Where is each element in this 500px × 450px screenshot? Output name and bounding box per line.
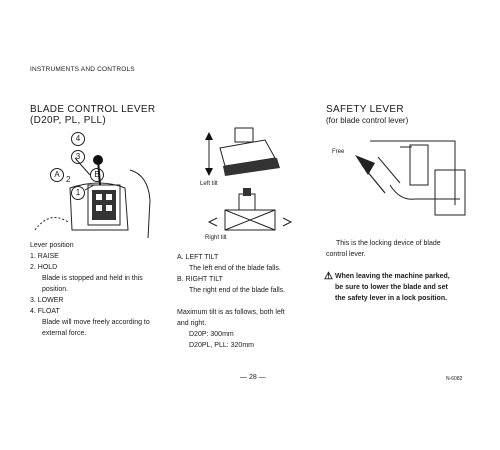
item-float-desc1: Blade will move freely according to	[42, 319, 150, 326]
warning-line3: the safety lever in a lock position.	[335, 295, 448, 302]
safety-lever-desc	[326, 238, 476, 260]
d20p-value: D20P: 300mm	[189, 331, 234, 338]
fig-num-3: 3	[71, 150, 85, 164]
fig-free: Free	[332, 149, 345, 155]
item-raise: 1. RAISE	[30, 253, 59, 260]
list-item	[30, 251, 170, 262]
fig-num-1: 1	[71, 186, 85, 200]
list-item	[30, 306, 170, 339]
tilt-figure	[195, 118, 300, 253]
warning-line1: When leaving the machine parked,	[335, 273, 450, 280]
left-title	[30, 104, 155, 126]
right-title-line1: SAFETY LEVER	[326, 104, 404, 115]
list-item	[30, 262, 170, 295]
d20pl-value: D20PL, PLL: 320mm	[189, 342, 254, 349]
item-hold-desc1: Blade is stopped and held in this	[42, 275, 143, 282]
fig-num-4: 4	[71, 132, 85, 146]
left-title-line1: BLADE CONTROL LEVER	[30, 104, 156, 115]
item-lower: 3. LOWER	[30, 297, 64, 304]
lever-position-section	[30, 240, 170, 339]
safety-desc-line1: This is the locking device of blade	[336, 240, 441, 247]
lever-position-list	[30, 251, 170, 339]
safety-desc-line2: control lever.	[326, 251, 366, 258]
blade-lever-figure	[30, 130, 160, 240]
tilt-a-label: A. LEFT TILT	[177, 254, 219, 261]
item-float: 4. FLOAT	[30, 308, 60, 315]
safety-warning	[324, 271, 484, 304]
doc-code: N-6082	[446, 376, 463, 382]
safety-lever-drawing	[330, 135, 470, 230]
item-hold: 2. HOLD	[30, 264, 58, 271]
tilt-b-desc: The right end of the blade falls.	[189, 287, 286, 294]
fig-label-b: B	[90, 168, 104, 182]
section-header: INSTRUMENTS AND CONTROLS	[30, 66, 135, 73]
item-float-desc2: external force.	[42, 330, 87, 337]
warning-line2: be sure to lower the blade and set	[335, 284, 448, 291]
tilt-section	[177, 252, 327, 351]
tilt-b-label: B. RIGHT TILT	[177, 276, 223, 283]
lever-position-heading: Lever position	[30, 242, 74, 249]
tilt-a-desc: The left end of the blade falls.	[189, 265, 281, 272]
right-title	[326, 104, 408, 126]
page-number: — 28 —	[240, 374, 266, 381]
warning-icon: ⚠	[324, 271, 333, 282]
max-tilt-line1: Maximum tilt is as follows, both left	[177, 309, 285, 316]
left-title-line2: (D20P, PL, PLL)	[30, 115, 107, 126]
right-title-line2: (for blade control lever)	[326, 116, 409, 125]
fig-label-a: A	[50, 168, 64, 182]
blade-lever-drawing	[30, 130, 160, 240]
fig-num-2: 2	[66, 175, 71, 184]
safety-lever-figure	[330, 135, 470, 230]
fig-left-tilt: Left tilt	[200, 181, 218, 187]
fig-right-tilt: Right tilt	[205, 235, 227, 241]
max-tilt-line2: and right.	[177, 320, 207, 327]
list-item	[30, 295, 170, 306]
item-hold-desc2: position.	[42, 286, 69, 293]
